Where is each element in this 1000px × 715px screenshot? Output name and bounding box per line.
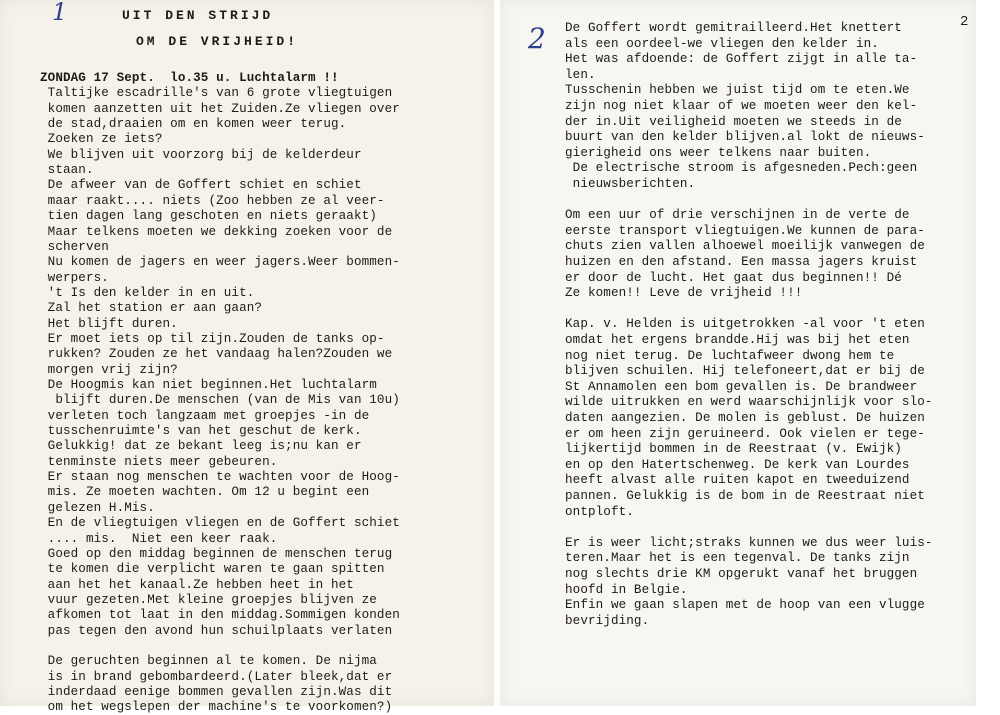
typed-line: We blijven uit voorzorg bij de kelderdeur (40, 147, 362, 162)
typed-line: staan. (40, 163, 94, 178)
typed-line: Er is weer licht;straks kunnen we dus weer luis- (565, 535, 933, 550)
typed-line: Zal het station er aan gaan? (40, 301, 263, 316)
typed-line: St Annamolen een bom gevallen is. De brandweer (565, 379, 918, 394)
typed-line: de stad,draaien om en komen weer terug. (40, 117, 347, 132)
typed-line: als een oordeel-we vliegen den kelder in. (565, 36, 879, 51)
typed-line: om het wegslepen der machine's te voorkomen?) (40, 700, 393, 715)
typed-line: eerste transport vliegtuigen.We kunnen de para- (565, 223, 925, 238)
typed-line: len. (565, 67, 596, 82)
typed-line: De Goffert wordt gemitrailleerd.Het knettert (565, 21, 902, 35)
typed-line: Enfin we gaan slapen met de hoop van een vlugge (565, 598, 925, 613)
typed-line: zijn nog niet klaar of we moeten weer den kel- (565, 99, 918, 113)
typed-line: Er moet iets op til zijn.Zouden de tanks op- (40, 331, 385, 346)
typed-line: Maar telkens moeten we dekking zoeken voor de (40, 224, 393, 239)
typed-line: De geruchten beginnen al te komen. De nijma (40, 654, 377, 669)
typed-line: Er staan nog menschen te wachten voor de Hoog- (40, 470, 400, 485)
typed-line: er om heen zijn geruineerd. Ook vielen er tege- (565, 426, 925, 441)
typed-line: buurt van den kelder blijven.al lokt de nieuws- (565, 130, 925, 145)
typed-line: is in brand gebombardeerd.(Later bleek,dat er (40, 669, 393, 684)
typed-line: blijft duren.De menschen (van de Mis van 10u) (40, 393, 400, 408)
handwritten-page-mark-left: 1 (52, 0, 68, 26)
typed-line: Taltijke escadrille's van 6 grote vliegtuigen (40, 86, 393, 101)
typed-line: komen aanzetten uit het Zuiden.Ze vliegen over (40, 101, 400, 116)
typed-line: morgen vrij zijn? (40, 362, 178, 377)
typed-line: Het blijft duren. (40, 316, 178, 331)
title-line-1: UIT DEN STRIJD (122, 8, 274, 23)
typed-line: der in.Uit veiligheid moeten we steeds in de (565, 114, 902, 129)
typed-line: afkomen tot laat in den middag.Sommigen konden (40, 608, 400, 623)
typed-line: Het was afdoende: de Goffert zijgt in alle ta- (565, 52, 918, 67)
typed-line: Om een uur of drie verschijnen in de verte de (565, 208, 910, 223)
typed-line: blijven schuilen. Hij telefoneert,dat er bij de (565, 364, 925, 379)
typed-line: De afweer van de Goffert schiet en schiet (40, 178, 362, 193)
typed-line: nieuwsberichten. (565, 177, 696, 191)
typed-line: inderdaad eenige bommen gevallen zijn.Was dit (40, 685, 393, 699)
typed-line: .... mis. Niet een keer raak. (40, 531, 278, 546)
typed-line: tusschenruimte's van het geschut de kerk. (40, 424, 362, 439)
typed-line: ontploft. (565, 504, 634, 519)
typed-line: En de vliegtuigen vliegen en de Goffert schiet (40, 516, 400, 531)
typed-line: Goed op den middag beginnen de menschen terug (40, 546, 393, 561)
typed-line: hoofd in Belgie. (565, 582, 688, 597)
handwritten-page-mark-right: 2 (528, 22, 546, 55)
typed-line: heeft alvast alle ruiten kapot en tweeduizend (565, 473, 910, 488)
typed-line: tenminste niets meer gebeuren. (40, 454, 278, 469)
typed-line: verleten toch langzaam met groepjes -in de (40, 408, 370, 423)
typed-line: omdat het ergens brandde.Hij was bij het eten (565, 333, 910, 347)
typed-line: teren.Maar het is een tegenval. De tanks zijn (565, 551, 910, 566)
typed-line: 't Is den kelder in en uit. (40, 285, 255, 300)
typed-line: Tusschenin hebben we juist tijd om te eten.We (565, 83, 910, 98)
typed-line: mis. Ze moeten wachten. Om 12 u begint een (40, 485, 370, 500)
typed-line: gierigheid ons weer telkens naar buiten. (565, 145, 872, 160)
typed-line: Ze komen!! Leve de vrijheid !!! (565, 286, 803, 301)
typed-line: maar raakt.... niets (Zoo hebben ze al veer- (40, 193, 385, 208)
typed-line: nog niet terug. De luchtafweer dwong hem te (565, 348, 895, 363)
scan-margin (976, 0, 1000, 706)
typed-line: bevrijding. (565, 613, 650, 628)
typed-line: scherven (40, 239, 109, 254)
typed-line: wilde uitrukken en werd waarschijnlijk voor slo- (565, 395, 933, 410)
typed-line: er door de lucht. Het gaat dus beginnen!! Dé (565, 270, 902, 285)
typed-line: pas tegen den avond hun schuilplaats verlaten (40, 623, 393, 638)
typed-line: huizen en den afstand. Een massa jagers kruist (565, 255, 918, 269)
typed-line: De Hoogmis kan niet beginnen.Het luchtalarm (40, 378, 377, 392)
typed-line: rukken? Zouden ze het vandaag halen?Zouden we (40, 347, 393, 362)
typed-line: Zoeken ze iets? (40, 132, 163, 147)
typed-line: chuts zien vallen alhoewel moeilijk vanwegen de (565, 239, 925, 254)
typed-line: nog slechts drie KM opgerukt vanaf het bruggen (565, 567, 918, 581)
title-line-2: OM DE VRIJHEID! (136, 34, 299, 49)
typed-line: ZONDAG 17 Sept. lo.35 u. Luchtalarm !! (40, 71, 339, 85)
typed-line: werpers. (40, 270, 109, 285)
typed-line: vuur gezeten.Met kleine groepjes blijven ze (40, 592, 377, 607)
typed-line: De electrische stroom is afgesneden.Pech:geen (565, 161, 918, 176)
typed-line: pannen. Gelukkig is de bom in de Reestraat niet (565, 489, 925, 503)
typed-line: Gelukkig! dat ze bekant leeg is;nu kan er (40, 439, 362, 454)
page-number: 2 (960, 14, 969, 30)
typed-line: lijkertijd bommen in de Reestraat (v. Ewijk) (565, 442, 902, 457)
typed-line: tien dagen lang geschoten en niets geraakt) (40, 209, 377, 224)
typed-line: gelezen H.Mis. (40, 500, 155, 515)
typed-line: aan het het kanaal.Ze hebben heet in het (40, 577, 354, 592)
typed-line: te komen die verplicht waren te gaan spitten (40, 562, 385, 577)
typed-line: Nu komen de jagers en weer jagers.Weer bommen- (40, 255, 400, 270)
typed-line: en op den Hatertschenweg. De kerk van Lourdes (565, 457, 910, 472)
typed-line: daten aangezien. De molen is geblust. De huizen (565, 411, 925, 425)
typed-line: Kap. v. Helden is uitgetrokken -al voor 't eten (565, 317, 925, 332)
